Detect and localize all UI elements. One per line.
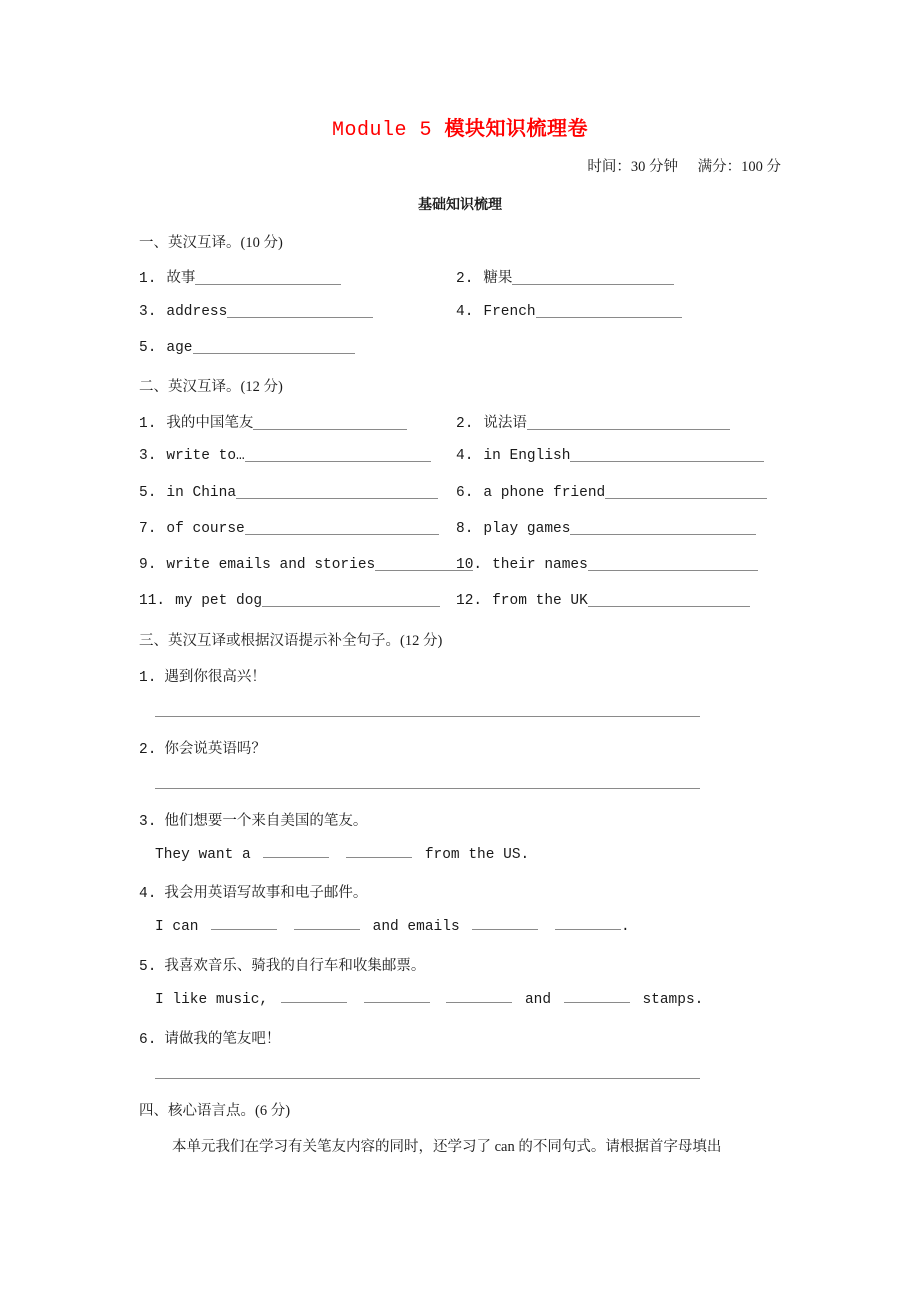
- question-text: 请做我的笔友吧！: [164, 1031, 281, 1047]
- item-text: 糖果: [483, 270, 513, 286]
- fill-blank[interactable]: [211, 917, 277, 930]
- item-text: write emails and stories: [166, 557, 376, 573]
- question-text: 他们想要一个来自美国的笔友。: [164, 813, 368, 829]
- s1-item-5: [139, 339, 355, 356]
- item-number: 1.: [139, 416, 157, 432]
- question-text: 我会用英语写故事和电子邮件。: [164, 885, 368, 901]
- answer-blank[interactable]: [527, 415, 730, 430]
- sentence-part: I like music,: [155, 992, 269, 1008]
- sentence-part: stamps.: [642, 992, 704, 1008]
- sentence-part: and emails: [372, 919, 460, 935]
- s2-item-11: [139, 592, 440, 609]
- answer-blank[interactable]: [193, 339, 355, 354]
- section2-title: 二、英汉互译。(12 分): [139, 379, 283, 395]
- s3-sentence-4: [155, 917, 630, 935]
- section4-title: 四、核心语言点。(6 分): [139, 1103, 291, 1119]
- fill-blank[interactable]: [263, 845, 329, 858]
- page-title: [0, 112, 920, 142]
- item-number: 2.: [456, 416, 474, 432]
- item-text: age: [166, 340, 193, 356]
- s2-item-10: [456, 556, 758, 573]
- time-limit: 时间：30 分钟: [587, 159, 678, 175]
- fill-blank[interactable]: [346, 845, 412, 858]
- answer-blank[interactable]: [253, 415, 407, 430]
- sentence-part: They want a: [155, 847, 251, 863]
- answer-blank[interactable]: [536, 303, 682, 318]
- item-text: French: [483, 304, 536, 320]
- s2-item-12: [456, 592, 750, 609]
- answer-line-6[interactable]: [155, 1078, 700, 1079]
- item-number: 1.: [139, 670, 157, 686]
- s1-item-2: [456, 266, 674, 287]
- s1-item-3: [139, 303, 373, 320]
- item-number: 2.: [139, 742, 157, 758]
- fill-blank[interactable]: [446, 990, 512, 1003]
- item-text: 说法语: [483, 415, 527, 431]
- section3-title: 三、英汉互译或根据汉语提示补全句子。(12 分): [139, 633, 443, 649]
- item-text: from the UK: [492, 593, 588, 609]
- item-number: 10.: [456, 557, 483, 573]
- s2-item-8: [456, 520, 756, 537]
- answer-blank[interactable]: [588, 556, 758, 571]
- item-text: write to…: [166, 448, 245, 464]
- question-text: 你会说英语吗？: [164, 741, 266, 757]
- s2-item-5: [139, 484, 438, 501]
- item-number: 3.: [139, 304, 157, 320]
- section-heading: 基础知识梳理: [418, 197, 502, 213]
- s3-question-1: [139, 665, 266, 686]
- title-english: Module 5: [331, 119, 445, 142]
- fill-blank[interactable]: [472, 917, 538, 930]
- answer-blank[interactable]: [245, 447, 431, 462]
- title-chinese: 模块知识梳理卷: [444, 116, 589, 140]
- item-text: my pet dog: [175, 593, 263, 609]
- s2-item-2: [456, 411, 730, 432]
- fill-blank[interactable]: [364, 990, 430, 1003]
- item-number: 12.: [456, 593, 483, 609]
- item-number: 5.: [139, 340, 157, 356]
- fill-blank[interactable]: [294, 917, 360, 930]
- answer-line-2[interactable]: [155, 788, 700, 789]
- answer-blank[interactable]: [570, 447, 764, 462]
- full-score: 满分：100 分: [697, 159, 781, 175]
- s3-question-3: [139, 809, 367, 830]
- item-number: 2.: [456, 271, 474, 287]
- s3-question-6: [139, 1027, 280, 1048]
- s2-item-1: [139, 411, 407, 432]
- item-number: 11.: [139, 593, 166, 609]
- s1-item-1: [139, 266, 341, 287]
- fill-blank[interactable]: [555, 917, 621, 930]
- sentence-part: I can: [155, 919, 199, 935]
- answer-blank[interactable]: [236, 484, 438, 499]
- item-number: 7.: [139, 521, 157, 537]
- s3-question-2: [139, 737, 266, 758]
- item-text: 我的中国笔友: [166, 415, 254, 431]
- section1-title: 一、英汉互译。(10 分): [139, 235, 283, 251]
- item-number: 3.: [139, 448, 157, 464]
- item-number: 6.: [139, 1032, 157, 1048]
- sentence-part: .: [621, 919, 630, 935]
- s2-item-4: [456, 447, 764, 464]
- sentence-part: and: [524, 992, 552, 1008]
- item-text: 故事: [166, 270, 196, 286]
- answer-blank[interactable]: [605, 484, 767, 499]
- s2-item-6: [456, 484, 767, 501]
- answer-blank[interactable]: [512, 270, 674, 285]
- item-number: 8.: [456, 521, 474, 537]
- item-text: of course: [166, 521, 245, 537]
- item-number: 1.: [139, 271, 157, 287]
- answer-blank[interactable]: [570, 520, 756, 535]
- fill-blank[interactable]: [564, 990, 630, 1003]
- s2-item-9: [139, 556, 473, 573]
- item-text: their names: [492, 557, 588, 573]
- answer-blank[interactable]: [588, 592, 750, 607]
- s3-sentence-5: [155, 990, 703, 1008]
- s3-sentence-3: [155, 845, 529, 863]
- s3-question-5: [139, 954, 425, 975]
- sentence-part: from the US.: [424, 847, 530, 863]
- item-text: play games: [483, 521, 571, 537]
- item-number: 4.: [456, 304, 474, 320]
- s2-item-7: [139, 520, 439, 537]
- answer-blank[interactable]: [227, 303, 373, 318]
- s1-item-4: [456, 303, 682, 320]
- answer-line-1[interactable]: [155, 716, 700, 717]
- item-number: 5.: [139, 485, 157, 501]
- answer-blank[interactable]: [262, 592, 440, 607]
- item-number: 3.: [139, 814, 157, 830]
- question-text: 遇到你很高兴！: [164, 669, 266, 685]
- question-text: 我喜欢音乐、骑我的自行车和收集邮票。: [164, 958, 426, 974]
- answer-blank[interactable]: [245, 520, 439, 535]
- fill-blank[interactable]: [281, 990, 347, 1003]
- item-number: 5.: [139, 959, 157, 975]
- item-text: in English: [483, 448, 571, 464]
- item-number: 6.: [456, 485, 474, 501]
- item-text: address: [166, 304, 228, 320]
- section4-paragraph: 本单元我们在学习有关笔友内容的同时，还学习了 can 的不同句式。请根据首字母填出: [172, 1139, 722, 1155]
- item-text: in China: [166, 485, 237, 501]
- item-number: 4.: [139, 886, 157, 902]
- s3-question-4: [139, 881, 367, 902]
- s2-item-3: [139, 447, 431, 464]
- exam-meta: [587, 155, 781, 176]
- item-number: 9.: [139, 557, 157, 573]
- answer-blank[interactable]: [195, 270, 341, 285]
- item-text: a phone friend: [483, 485, 606, 501]
- item-number: 4.: [456, 448, 474, 464]
